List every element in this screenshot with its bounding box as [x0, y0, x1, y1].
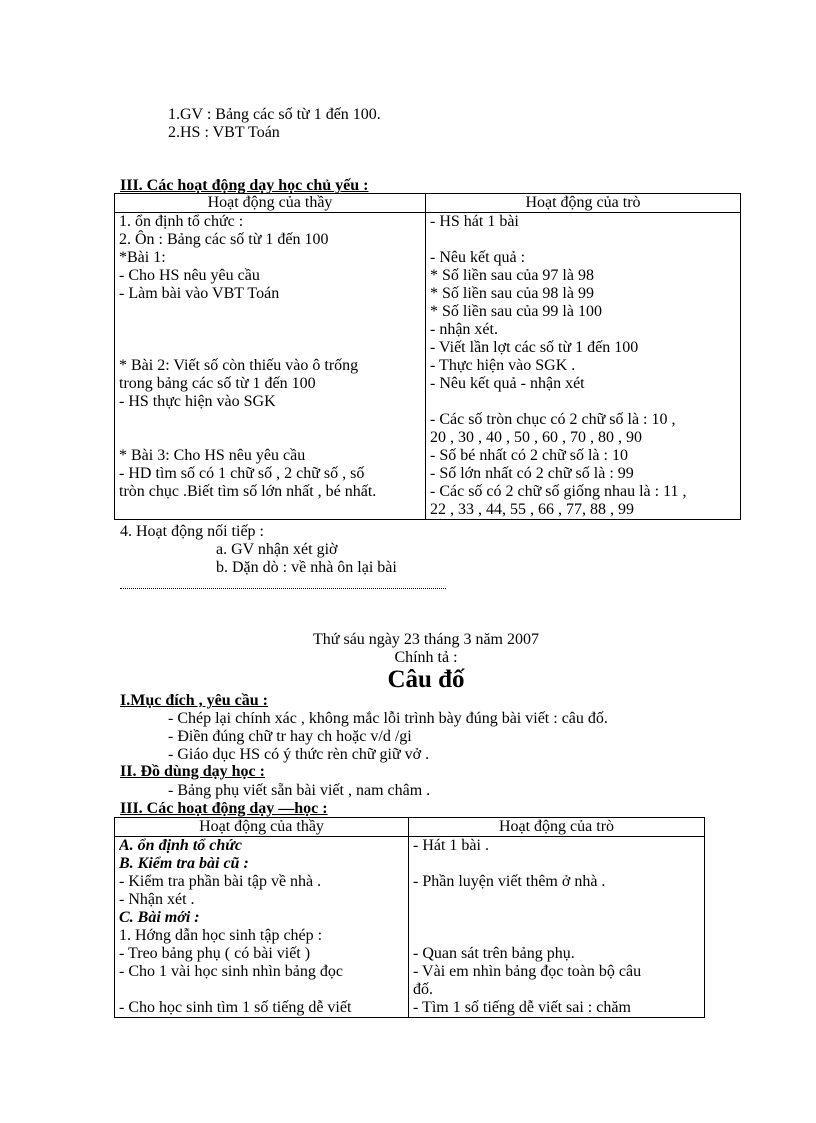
teacher-activities [115, 213, 426, 520]
student-line: - Số bé nhất có 2 chữ số là : 10 [430, 447, 628, 464]
teacher-line [119, 429, 421, 447]
student-line: - Phần luyện viết thêm ở nhà . [413, 873, 606, 890]
student-line: - Vài em nhìn bảng đọc toàn bộ câu [413, 963, 642, 980]
teacher-line: 2. Ôn : Bảng các số từ 1 đến 100 [119, 231, 329, 248]
student-line: * Số liền sau của 98 là 99 [430, 285, 594, 302]
student-line: - Các số tròn chục có 2 chữ số là : 10 , [430, 411, 676, 428]
col-header-teacher: Hoạt động của thầy [115, 818, 409, 837]
tools-heading: II. Đồ dùng dạy học : [120, 763, 265, 780]
student-line: - Hát 1 bài . [413, 837, 489, 854]
teacher-line: - HS thực hiện vào SGK [119, 393, 276, 410]
teacher-line [119, 411, 421, 429]
student-line: - Quan sát trên bảng phụ. [413, 945, 575, 962]
student-line [413, 855, 700, 873]
teacher-line [119, 303, 421, 321]
student-line: - Số lớn nhất có 2 chữ số là : 99 [430, 465, 634, 482]
teacher-line: tròn chục .Biết tìm số lớn nhất , bé nhất. [119, 483, 377, 500]
followup-item-b: b. Dặn dò : về nhà ôn lại bài [216, 559, 397, 576]
teacher-line: - Cho học sinh tìm 1 số tiếng dễ viết [119, 999, 352, 1016]
teacher-line: 1. Hớng dẫn học sinh tập chép : [119, 927, 323, 944]
student-line [413, 927, 700, 945]
teacher-line [119, 981, 404, 999]
col-header-teacher: Hoạt động của thầy [115, 194, 426, 213]
teacher-line [119, 339, 421, 357]
teacher-activities [115, 837, 409, 1018]
student-line: - Nêu kết quả - nhận xét [430, 375, 585, 392]
teacher-line: trong bảng các số từ 1 đến 100 [119, 375, 316, 392]
lesson-date: Thứ sáu ngày 23 tháng 3 năm 2007 [313, 631, 539, 648]
goal-item: - Chép lại chính xác , không mắc lỗi trình bày đúng bài viết : câu đố. [168, 710, 608, 727]
teacher-line: B. Kiểm tra bài cũ : [119, 855, 249, 872]
student-line [430, 393, 736, 411]
tools-item: - Bảng phụ viết sẵn bài viết , nam châm . [168, 782, 431, 799]
lesson-title: Câu đố [387, 666, 465, 693]
lesson-subject: Chính tả : [394, 649, 458, 666]
student-line: * Số liền sau của 97 là 98 [430, 267, 594, 284]
teacher-line: *Bài 1: [119, 249, 166, 266]
student-line: 22 , 33 , 44, 55 , 66 , 77, 88 , 99 [430, 501, 634, 518]
teacher-line: C. Bài mới : [119, 909, 200, 926]
col-header-student: Hoạt động của trò [426, 194, 741, 213]
activities-heading-1: III. Các hoạt động dạy học chủ yếu : [120, 177, 369, 194]
dotted-separator [120, 582, 446, 589]
teacher-line: * Bài 2: Viết số còn thiếu vào ô trống [119, 357, 359, 374]
student-line: - Thực hiện vào SGK . [430, 357, 576, 374]
teacher-line [119, 321, 421, 339]
teacher-line: - Cho 1 vài học sinh nhìn bảng đọc [119, 963, 343, 980]
teacher-line: 1. ổn định tổ chức : [119, 213, 244, 230]
material-item: 1.GV : Bảng các số từ 1 đến 100. [168, 106, 381, 123]
activities-heading-2: III. Các hoạt động dạy —học : [120, 800, 328, 817]
teacher-line: - Treo bảng phụ ( có bài viết ) [119, 945, 311, 962]
teacher-line: - Làm bài vào VBT Toán [119, 285, 280, 302]
lesson-table-2 [114, 817, 705, 1018]
teacher-line: - Nhận xét . [119, 891, 195, 908]
teacher-line: A. ổn định tổ chức [119, 837, 242, 854]
student-activities [409, 837, 705, 1018]
followup-item-a: a. GV nhận xét giờ [216, 541, 338, 558]
student-line: - Các số có 2 chữ số giống nhau là : 11 , [430, 483, 687, 500]
lesson-table-1 [114, 193, 741, 520]
student-line: - Viết lần lợt các số từ 1 đến 100 [430, 339, 639, 356]
teacher-line [119, 501, 421, 519]
student-line [413, 891, 700, 909]
col-header-student: Hoạt động của trò [409, 818, 705, 837]
goal-item: - Điền đúng chữ tr hay ch hoặc v/d /gi [168, 728, 412, 745]
materials-list [168, 106, 381, 142]
student-line: * Số liền sau của 99 là 100 [430, 303, 602, 320]
student-line: đố. [413, 981, 433, 998]
student-line: 20 , 30 , 40 , 50 , 60 , 70 , 80 , 90 [430, 429, 642, 446]
teacher-line: - Cho HS nêu yêu cầu [119, 267, 260, 284]
material-item: 2.HS : VBT Toán [168, 124, 280, 141]
goals-list [168, 710, 608, 764]
teacher-line: - Kiểm tra phần bài tập về nhà . [119, 873, 322, 890]
teacher-line: - HD tìm số có 1 chữ số , 2 chữ số , số [119, 465, 365, 482]
student-line: - nhận xét. [430, 321, 498, 338]
followup-title: 4. Hoạt động nối tiếp : [120, 523, 264, 540]
goal-item: - Giáo dục HS có ý thức rèn chữ giữ vở . [168, 746, 430, 763]
student-line [430, 231, 736, 249]
student-activities [426, 213, 741, 520]
teacher-line: * Bài 3: Cho HS nêu yêu cầu [119, 447, 306, 464]
student-line: - Nêu kết quả : [430, 249, 526, 266]
goals-heading: I.Mục đích , yêu cầu : [120, 692, 268, 709]
student-line: - Tìm 1 số tiếng dễ viết sai : chăm [413, 999, 631, 1016]
student-line [413, 909, 700, 927]
student-line: - HS hát 1 bài [430, 213, 519, 230]
